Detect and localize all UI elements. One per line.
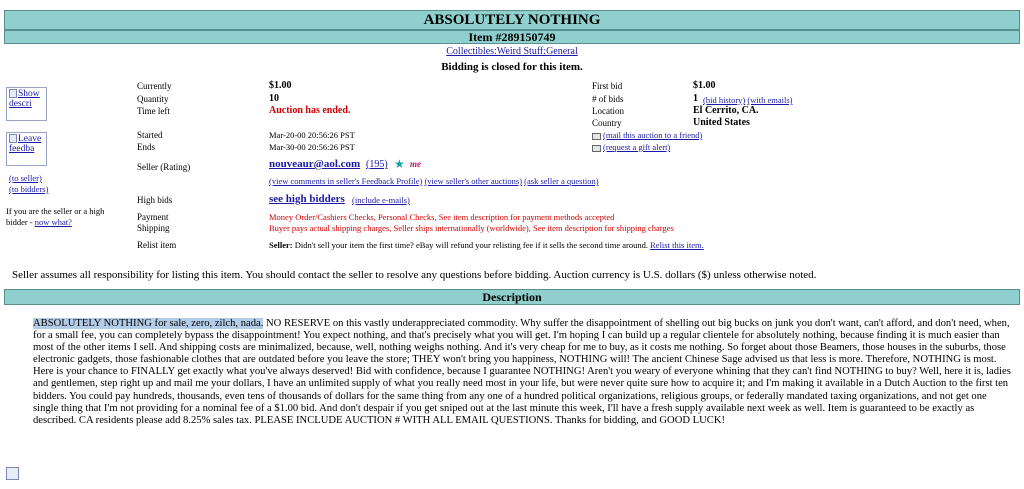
num-bids-label: # of bids xyxy=(592,94,624,104)
relist-description: Didn't sell your item the first time? eBay will refund your relisting fee if it sells the second time around. xyxy=(294,240,648,250)
seller-name-link[interactable]: nouveaur@aol.com xyxy=(269,158,361,170)
location-label: Location xyxy=(592,106,624,116)
country-value: United States xyxy=(693,117,750,128)
page-title: ABSOLUTELY NOTHING xyxy=(4,10,1020,30)
broken-image-icon xyxy=(9,134,17,143)
started-label: Started xyxy=(137,130,163,140)
seller-rating-link[interactable]: (195) xyxy=(366,159,388,170)
country-label: Country xyxy=(592,118,622,128)
location-value: El Cerrito, CA. xyxy=(693,105,759,116)
high-bids-label: High bids xyxy=(137,195,173,205)
show-description-alt: Show descri xyxy=(9,89,40,109)
description-body: NO RESERVE on this vastly underappreciated commodity. Why suffer the disappointment of shelling out big bucks on junk you don't want, can't afford, and don't need, when, for a small fee, you can completely bypass the disappointment! You expect nothing, and that's precisely what you will get. I'm hoping I can build up a regular clientele for absolutely nothing, because finding it is much easier than most of the other items I sell. And shipping costs are minimalized, because, well, nothing weighs nothing. And it's very cheap for me to buy, as it costs me nothing. So forget about those Beamers, those houses in the suburbs, those electronic gadgets, those fashionable clothes that are outdated before you leave the store; THEY won't bring you happiness, NOTHING will! The ancient Chinese Sage advised us that less is more. Therefore, NOTHING is most. Here is your chance to FINALLY get exactly what you've always deserved! Bid with confidence, because I guarantee NOTHING! Aren't you weary of everyone whining that they can't find NOTHING to buy? Well, here it is, ladies and gentlemen, step right up and mail me your dollars, I have an unlimited supply of what you really need most in your life, but were never quite sure how to acquire it; and I'm making it available in a Dutch Auction to the first ten bidders. You could pay hundreds, thousands, even tens of thousands of dollars for the same thing from any one of a hundred political organizations, religious groups, or federally mandated taxing organizations, and not get one single thing that I'm not providing for a nominal fee of a $1.00 bid. And don't despair if you get sniped out at the last minute this week, I'll have a fresh supply available next week as well. Item is guaranteed to be exactly as described. CA residents please add 8.25% sales tax. PLEASE INCLUDE AUCTION # WITH ALL EMAIL QUESTIONS. Thanks for bidding, and GOOD LUCK! xyxy=(33,318,1011,426)
gift-alert-link[interactable]: (request a gift alert) xyxy=(603,142,671,152)
mail-auction-row xyxy=(592,130,702,140)
with-emails-link[interactable]: (with emails) xyxy=(747,95,793,105)
category-breadcrumb xyxy=(0,46,1024,57)
ends-label: Ends xyxy=(137,142,155,152)
payment-label: Payment xyxy=(137,212,169,222)
view-other-auctions-link[interactable]: (view seller's other auctions) xyxy=(424,176,523,186)
quantity-value: 10 xyxy=(269,93,279,104)
seller-rating-label: Seller (Rating) xyxy=(137,162,191,172)
gift-alert-row xyxy=(592,142,670,152)
me-icon[interactable]: me xyxy=(410,159,421,169)
category-link[interactable]: Collectibles:Weird Stuff:General xyxy=(446,46,578,57)
description-text xyxy=(33,318,1013,427)
first-bid-label: First bid xyxy=(592,81,623,91)
relist-text xyxy=(269,240,704,250)
currently-value: $1.00 xyxy=(269,80,292,91)
broken-image-icon xyxy=(9,89,17,98)
bid-history-link[interactable]: (bid history) xyxy=(703,95,746,105)
leave-feedback-image[interactable] xyxy=(6,132,47,166)
leave-feedback-alt: Leave feedba xyxy=(9,134,42,154)
now-what-link[interactable]: now what? xyxy=(34,217,72,227)
seller-disclaimer: Seller assumes all responsibility for listing this item. You should contact the seller to resolve any questions before bidding. Auction currency is U.S. dollars ($) unless otherwise noted. xyxy=(12,269,817,281)
time-left-value: Auction has ended. xyxy=(269,105,351,116)
description-highlight: ABSOLUTELY NOTHING for sale, zero, zilch, nada. xyxy=(33,318,264,329)
broken-image-icon xyxy=(6,467,19,480)
bidding-status: Bidding is closed for this item. xyxy=(441,61,583,73)
feedback-to-bidders-link[interactable]: (to bidders) xyxy=(9,184,49,194)
shipping-value: Buyer pays actual shipping charges, Seller ships internationally (worldwide), See item description for shipping charges xyxy=(269,223,674,233)
relist-prefix: Seller: xyxy=(269,240,293,250)
view-comments-link[interactable]: (view comments in seller's Feedback Profile) xyxy=(269,176,423,186)
quantity-label: Quantity xyxy=(137,94,169,104)
bid-history-links xyxy=(703,95,792,105)
envelope-icon xyxy=(592,133,601,140)
help-text: If you are the seller or a high bidder - xyxy=(6,206,105,227)
seller-links xyxy=(269,176,599,186)
ask-seller-link[interactable]: (ask seller a question) xyxy=(524,176,599,186)
gift-icon xyxy=(592,145,601,152)
payment-value: Money Order/Cashiers Checks, Personal Checks, See item description for payment methods accepted xyxy=(269,212,615,222)
currently-label: Currently xyxy=(137,81,172,91)
feedback-to-seller-link[interactable]: (to seller) xyxy=(9,173,42,183)
num-bids-value: 1 xyxy=(693,93,698,104)
include-emails-link[interactable]: (include e-mails) xyxy=(352,195,410,205)
relist-label: Relist item xyxy=(137,240,177,250)
show-description-image[interactable] xyxy=(6,87,47,121)
star-icon: ★ xyxy=(394,157,405,171)
ends-value: Mar-30-00 20:56:26 PST xyxy=(269,142,355,152)
item-number: Item #289150749 xyxy=(4,30,1020,44)
seller-bidder-help xyxy=(6,206,126,228)
mail-auction-link[interactable]: (mail this auction to a friend) xyxy=(603,130,703,140)
time-left-label: Time left xyxy=(137,106,170,116)
relist-link[interactable]: Relist this item. xyxy=(650,240,704,250)
see-high-bidders-link[interactable]: see high bidders xyxy=(269,193,345,205)
first-bid-value: $1.00 xyxy=(693,80,716,91)
started-value: Mar-20-00 20:56:26 PST xyxy=(269,130,355,140)
description-header: Description xyxy=(4,289,1020,305)
shipping-label: Shipping xyxy=(137,223,170,233)
